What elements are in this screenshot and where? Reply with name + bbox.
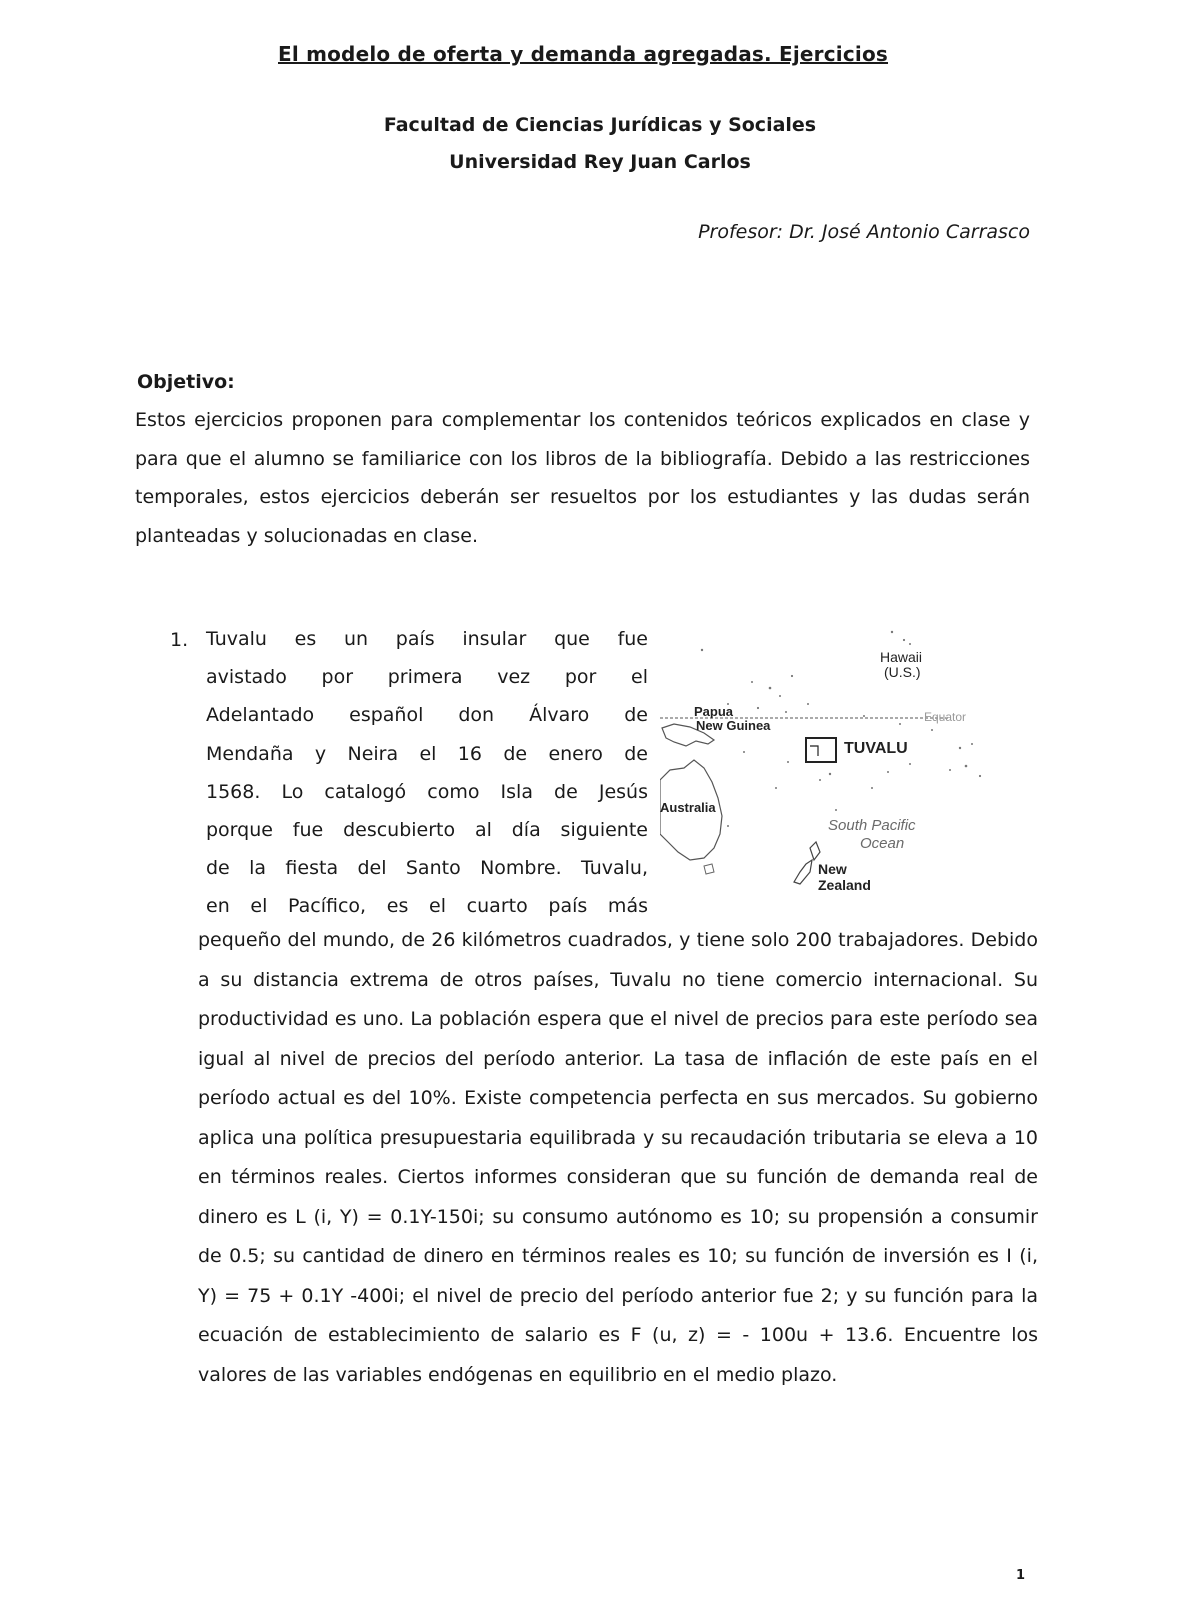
exercise-number: 1. xyxy=(170,629,189,651)
map-label-equator: Equator xyxy=(924,710,967,724)
exercise-line: de la fiesta del Santo Nombre. Tuvalu, xyxy=(206,857,648,880)
map-label-south-pacific: South Pacific xyxy=(828,817,916,834)
new-zealand-north-shape xyxy=(810,842,820,860)
university-name: Universidad Rey Juan Carlos xyxy=(449,151,751,173)
tasmania-shape xyxy=(704,864,714,874)
exercise-line: Adelantado español don Álvaro de xyxy=(206,704,648,727)
exercise-line: porque fue descubierto al día siguiente xyxy=(206,819,648,842)
objective-heading: Objetivo: xyxy=(137,371,235,393)
map-label-australia: Australia xyxy=(660,800,716,815)
map-label-hawaii: Hawaii xyxy=(880,649,923,665)
professor-name: Profesor: Dr. José Antonio Carrasco xyxy=(698,221,1030,243)
new-zealand-south-shape xyxy=(794,860,812,884)
exercise-line: Mendaña y Neira el 16 de enero de xyxy=(206,742,648,765)
map-label-new: New xyxy=(818,861,847,877)
page-number: 1 xyxy=(1016,1568,1026,1583)
exercise-line: en el Pacífico, es el cuarto país más xyxy=(206,895,648,918)
faculty-name: Facultad de Ciencias Jurídicas y Sociales xyxy=(383,114,817,136)
tuvalu-highlight-box xyxy=(806,738,836,762)
exercise-line: 1568. Lo catalogó como Isla de Jesús xyxy=(206,780,648,803)
exercise-continuation: pequeño del mundo, de 26 kilómetros cuadrados, y tiene solo 200 trabajadores. Debido a su distancia extrema de otros países, Tuvalu no tiene comercio internacional. Su productividad es uno. La población espera que el nivel de precios para este período sea igual al nivel de precios del período anterior. La tasa de inflación de este país en el período actual es del 10%. Existe competencia perfecta en sus mercados. Su gobierno aplica una política presupuestaria equilibrada y su recaudación tributaria se eleva a 10 en términos reales. Ciertos informes consideran que su función de demanda real de dinero es L (i, Y) = 0.1Y-150i; su consumo autónomo es 10; su propensión a consumir de 0.5; su cantidad de dinero en términos reales es 10; su función de inversión es I (i, Y) = 75 + 0.1Y -400i; el nivel de precio del período anterior fue 2; y su función para la ecuación de establecimiento de salario es F (u, z) = - 100u + 13.6. Encuentre los valores de las variables endógenas en equilibrio en el medio plazo. xyxy=(198,929,1038,1386)
document-title: El modelo de oferta y demanda agregadas. Ejercicios xyxy=(278,42,889,66)
map-label-papua: Papua xyxy=(694,704,734,719)
map-label-hawaii-us: (U.S.) xyxy=(884,664,921,680)
map-label-ocean: Ocean xyxy=(860,835,905,852)
map-label-tuvalu: TUVALU xyxy=(844,740,908,757)
map-label-zealand: Zealand xyxy=(818,877,871,893)
exercise-text-beside-map xyxy=(206,620,648,926)
objective-paragraph: Estos ejercicios proponen para complementar los contenidos teóricos explicados en clase y para que el alumno se familiarice con los libros de la bibliografía. Debido a las restricciones temporales, estos ejercicios deberán ser resueltos por los estudiantes y las dudas serán planteadas y solucionadas en clase. xyxy=(135,409,1030,547)
map-label-new-guinea: New Guinea xyxy=(696,718,771,733)
exercise-line: Tuvalu es un país insular que fue xyxy=(206,628,648,650)
tuvalu-inner-mark xyxy=(810,746,818,756)
exercise-line: avistado por primera vez por el xyxy=(206,666,648,689)
pacific-map xyxy=(660,620,1020,920)
